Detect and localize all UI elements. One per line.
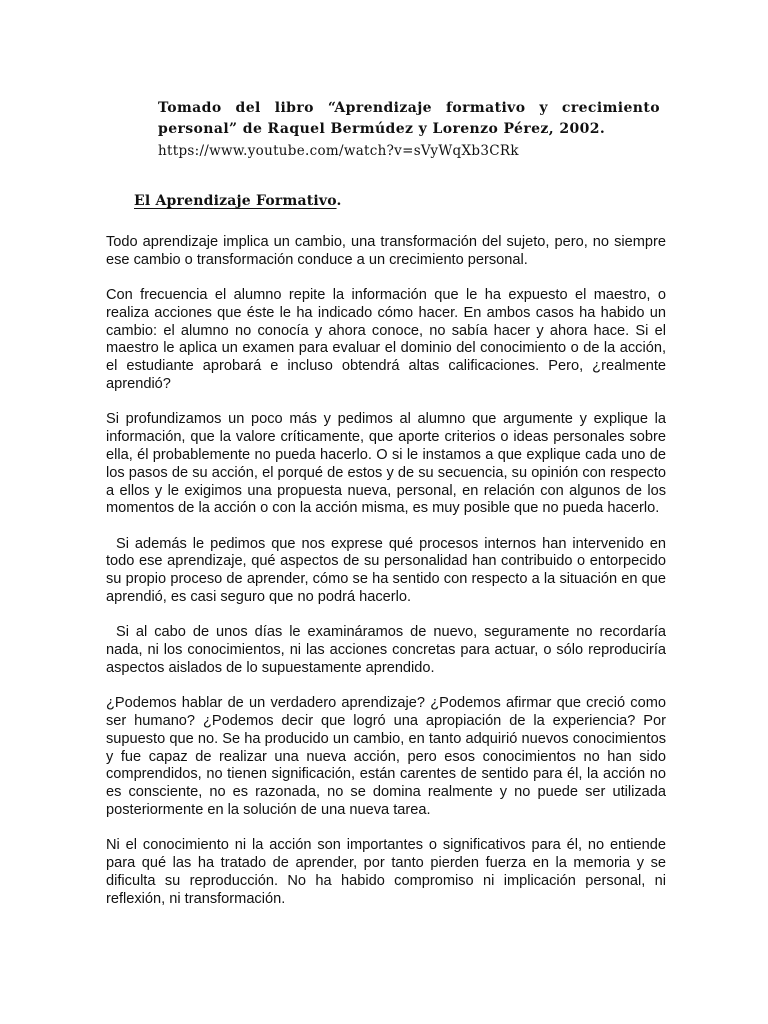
paragraph-5: Si al cabo de unos días le examináramos de nuevo, seguramente no recordaría nada, ni los conocimientos, ni las acciones concretas para actuar, o sólo reproduciría aspectos aislados de lo supuestamente aprendido. [106,624,666,676]
section-heading-text: El Aprendizaje Formativo [134,193,337,209]
paragraph-7: Ni el conocimiento ni la acción son importantes o significativos para él, no entiende para qué las ha tratado de aprender, por tanto pierden fuerza en la memoria y se dificulta su reproducción. No ha habido compromiso ni implicación personal, ni reflexión, ni transformación. [106,837,666,907]
document-body [106,234,666,926]
source-citation: Tomado del libro “Aprendizaje formativo y crecimiento personal” de Raquel Bermúdez y Lorenzo Pérez, 2002. [158,100,660,137]
paragraph-6: ¿Podemos hablar de un verdadero aprendizaje? ¿Podemos afirmar que creció como ser humano? ¿Podemos decir que logró una apropiación de la experiencia? Por supuesto que no. Se ha producido un cambio, en tanto adquirió nuevos conocimientos y fue capaz de realizar una nueva acción, pero esos conocimientos no han sido comprendidos, no tienen significación, están carentes de sentido para él, la acción no es consciente, no es razonada, no se domina realmente y no puede ser utilizada posteriormente en la solución de una nueva tarea. [106,695,666,819]
section-heading [134,191,342,211]
source-url[interactable]: https://www.youtube.com/watch?v=sVyWqXb3CRk [158,143,519,159]
paragraph-4: Si además le pedimos que nos exprese qué procesos internos han intervenido en todo ese aprendizaje, qué aspectos de su personalidad han contribuido o entorpecido su propio proceso de aprender, cómo se ha sentido con respecto a la situación en que aprendió, es casi seguro que no podrá hacerlo. [106,535,666,606]
paragraph-2: Con frecuencia el alumno repite la información que le ha expuesto el maestro, o realiza acciones que éste le ha indicado cómo hacer. En ambos casos ha habido un cambio: el alumno no conocía y ahora conoce, no sabía hacer y ahora hace. Si el maestro le aplica un examen para evaluar el dominio del conocimiento o de la acción, el estudiante aprobará e incluso obtendrá altas calificaciones. Pero, ¿realmente aprendió? [106,287,666,393]
paragraph-3: Si profundizamos un poco más y pedimos al alumno que argumente y explique la información, que la valore críticamente, que aporte criterios o ideas personales sobre ella, él probablemente no pueda hacerlo. O si le instamos a que explique cada uno de los pasos de su acción, el porqué de estos y de su secuencia, su opinión con respecto a ellos y le exigimos una propuesta nueva, personal, en relación con algunos de los momentos de la acción o con la acción misma, es muy posible que no pueda hacerlo. [106,411,666,517]
paragraph-1: Todo aprendizaje implica un cambio, una transformación del sujeto, pero, no siempre ese cambio o transformación conduce a un crecimiento personal. [106,234,666,268]
section-heading-period: . [336,193,342,209]
